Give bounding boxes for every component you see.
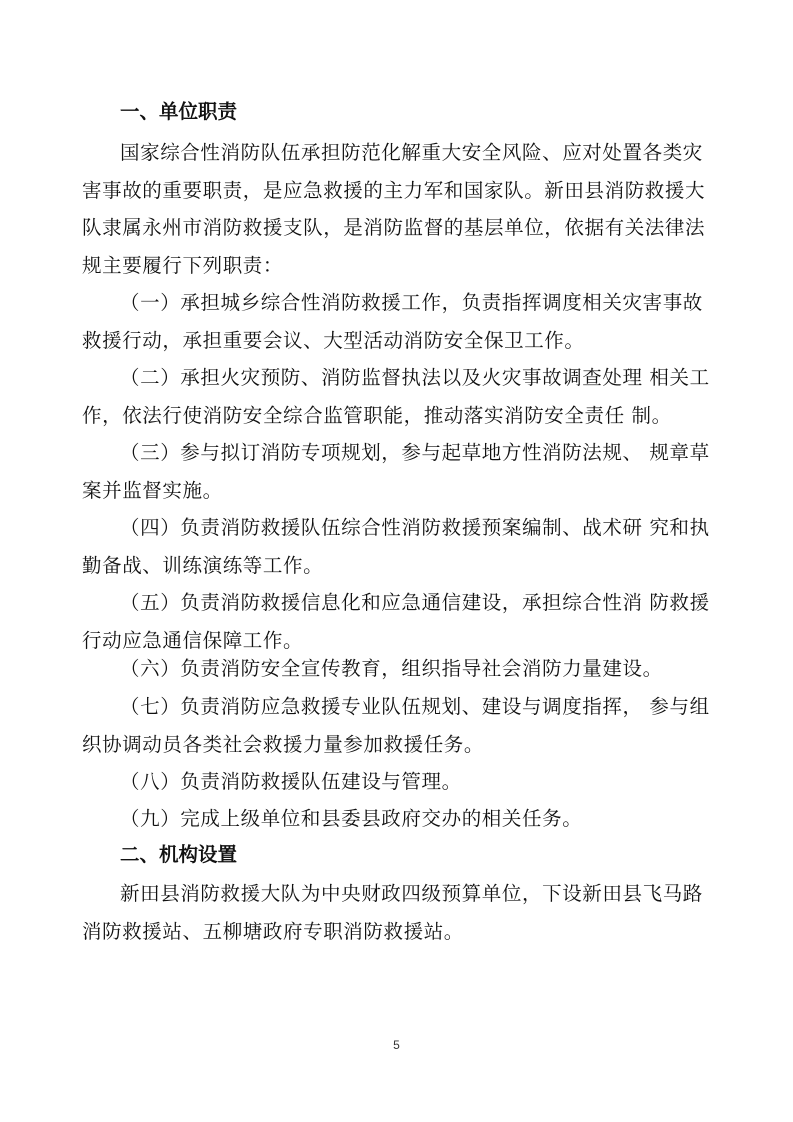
intro-line-1: 国家综合性消防队伍承担防范化解重大安全风险、应对处置各类灾 xyxy=(120,141,703,164)
section-2-body xyxy=(82,875,703,950)
duty-2-line-1: （二）承担火灾预防、消防监督执法以及火灾事故调查处理 相关工 xyxy=(120,366,710,389)
intro-line-2: 害事故的重要职责，是应急救援的主力军和国家队。新田县消防救援大 xyxy=(82,178,706,202)
duty-9 xyxy=(120,800,680,838)
section-1-intro xyxy=(82,134,706,284)
duty-4-line-2: 勤备战、训练演练等工作。 xyxy=(82,553,324,577)
duty-8-line-1: （八）负责消防救援队伍建设与管理。 xyxy=(120,770,462,793)
duty-3-line-2: 案并监督实施。 xyxy=(82,478,223,502)
duty-6-line-1: （六）负责消防安全宣传教育，组织指导社会消防力量建设。 xyxy=(120,657,663,680)
duty-7 xyxy=(82,688,710,763)
duty-2 xyxy=(82,359,710,434)
duty-3-line-1: （三）参与拟订消防专项规划，参与起草地方性消防法规、 规章草 xyxy=(120,441,710,464)
duty-1 xyxy=(82,284,703,359)
intro-line-3: 队隶属永州市消防救援支队，是消防监督的基层单位，依据有关法律法 xyxy=(82,216,706,239)
duty-5-line-1: （五）负责消防救援信息化和应急通信建设，承担综合性消 防救援 xyxy=(120,591,710,614)
section-2-heading: 二、机构设置 xyxy=(120,843,238,866)
section-2-line-2: 消防救援站、五柳塘政府专职消防救援站。 xyxy=(82,919,464,943)
duty-2-line-2: 作，依法行使消防安全综合监管职能，推动落实消防安全责任 制。 xyxy=(82,403,672,427)
section-1-heading: 一、单位职责 xyxy=(120,100,238,123)
duty-7-line-1: （七）负责消防应急救援专业队伍规划、建设与调度指挥， 参与组 xyxy=(120,695,710,718)
duty-5 xyxy=(82,584,710,659)
duty-1-line-2: 救援行动，承担重要会议、大型活动消防安全保卫工作。 xyxy=(82,328,585,352)
duty-4-line-1: （四）负责消防救援队伍综合性消防救援预案编制、战术研 究和执 xyxy=(120,516,710,539)
duty-4 xyxy=(82,509,710,584)
page-number: 5 xyxy=(393,1038,400,1052)
intro-line-4: 规主要履行下列职责： xyxy=(82,253,284,277)
duty-8 xyxy=(120,763,680,801)
duty-6 xyxy=(120,650,680,688)
duty-5-line-2: 行动应急通信保障工作。 xyxy=(82,628,304,652)
duty-1-line-1: （一）承担城乡综合性消防救援工作，负责指挥调度相关灾害事故 xyxy=(120,291,703,314)
section-2-line-1: 新田县消防救援大队为中央财政四级预算单位，下设新田县飞马路 xyxy=(120,882,703,905)
duty-9-line-1: （九）完成上级单位和县委县政府交办的相关任务。 xyxy=(120,807,583,830)
duty-3 xyxy=(82,434,710,509)
duty-7-line-2: 织协调动员各类社会救援力量参加救援任务。 xyxy=(82,732,485,756)
